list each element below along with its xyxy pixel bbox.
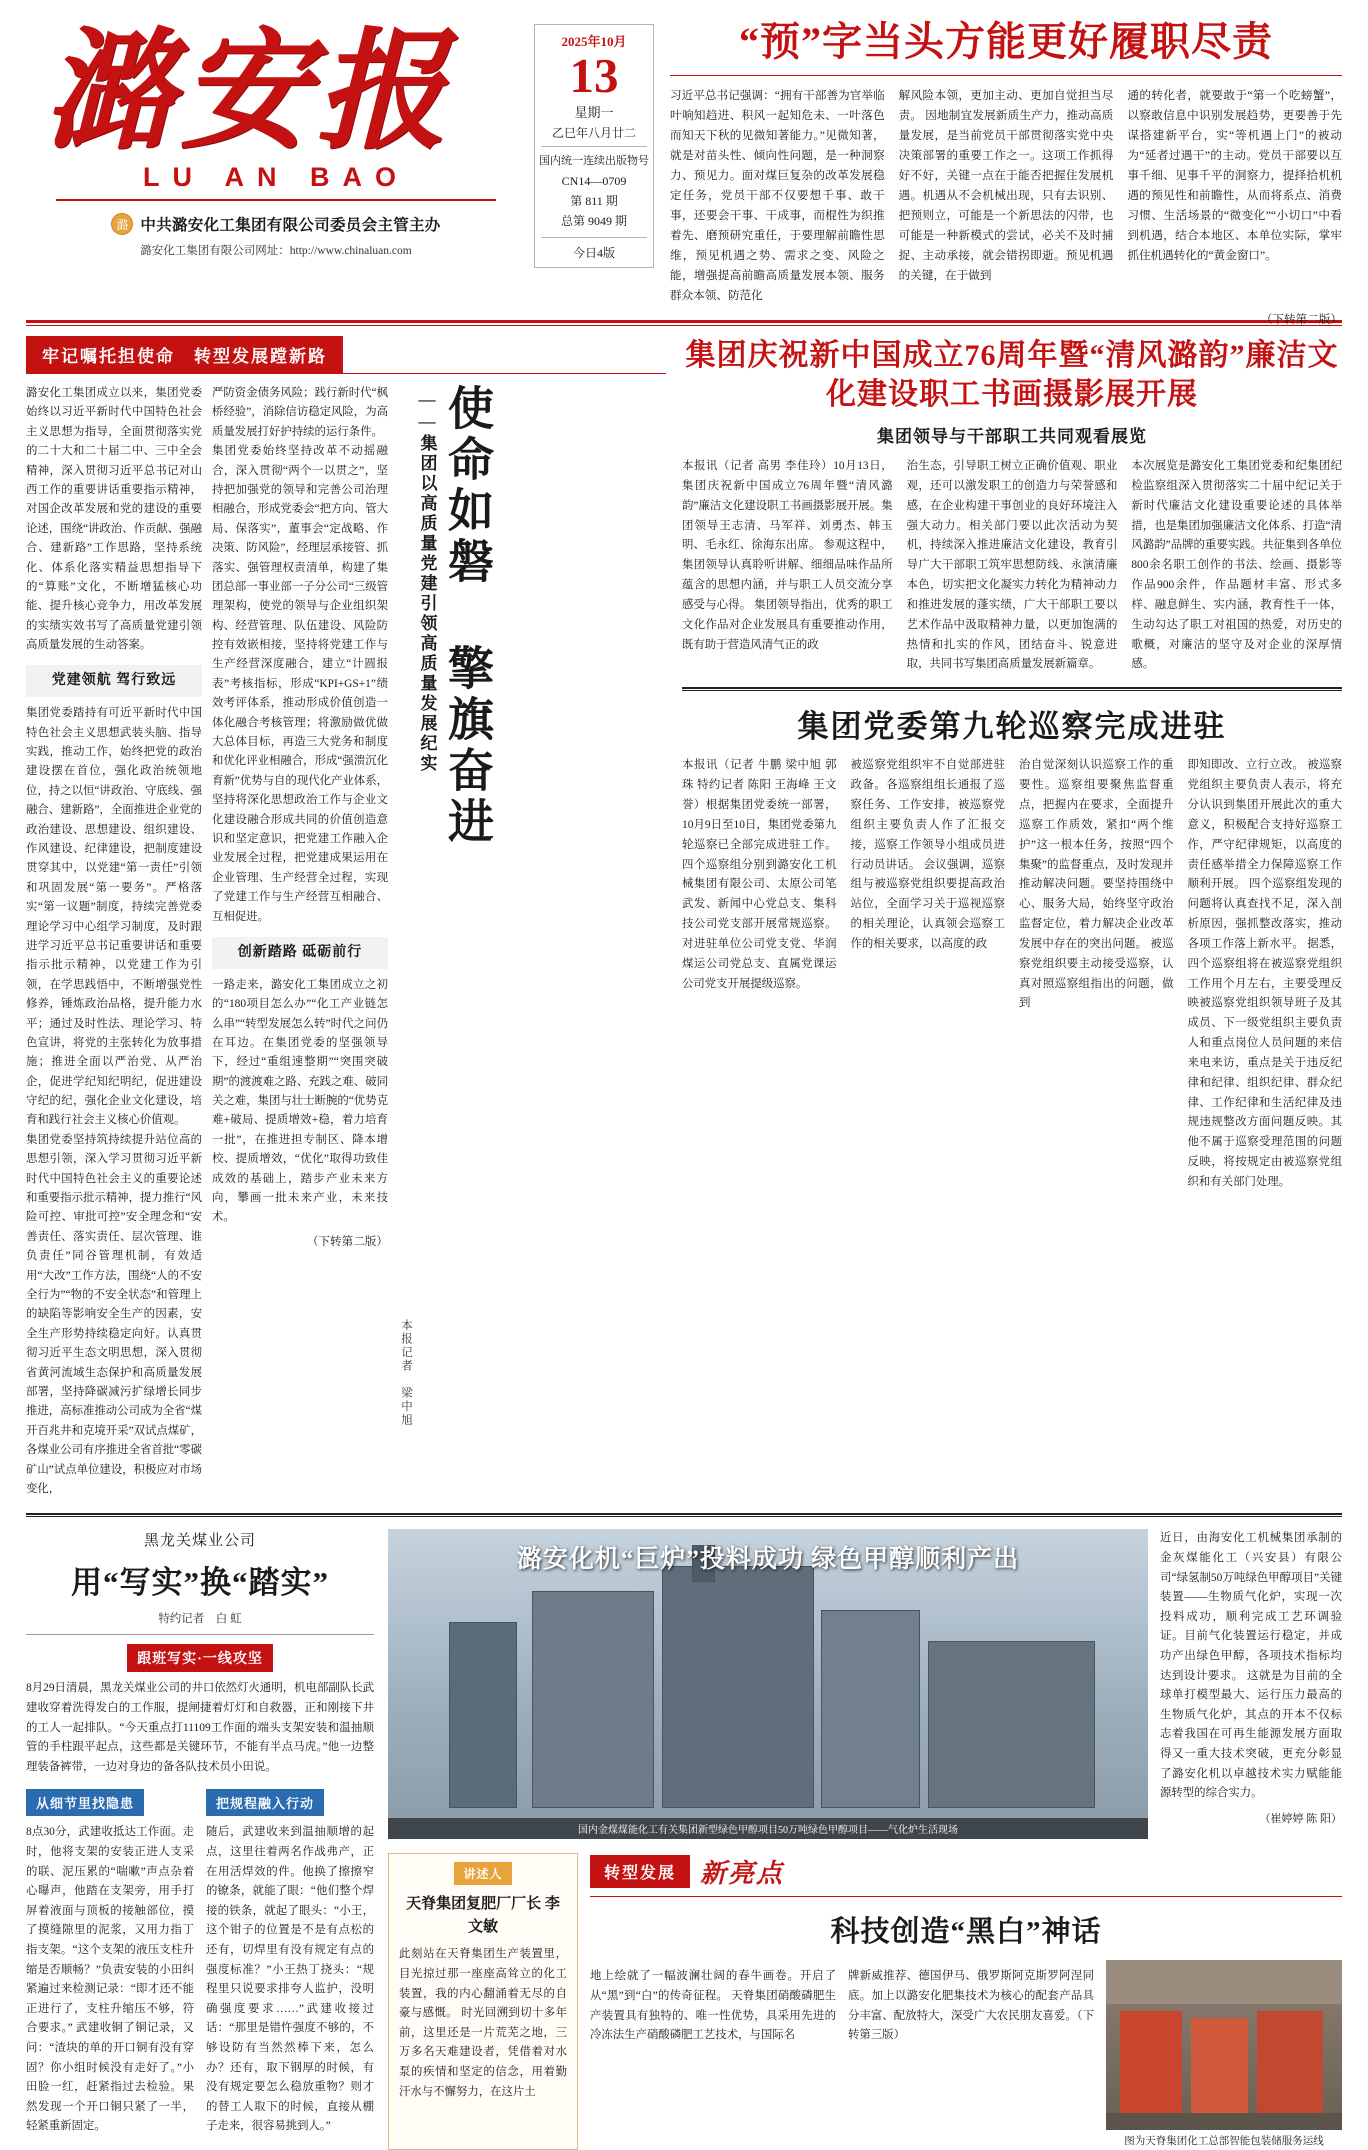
exhibition-subhead: 集团领导与干部职工共同观看展览 [877,427,1147,446]
warehouse-caption: 图为天脊集团化工总部智能包装储服务运线 [1124,2136,1324,2148]
publication-cn: CN14—0709 [561,173,627,188]
mine-title: 用“写实”换“踏实” [71,1565,329,1601]
issue-number: 第 811 期 [570,193,618,208]
mine-author: 特约记者 白 虹 [158,1613,242,1626]
mine-tag-1-wrap [26,1644,374,1672]
mine-subcol-2 [206,1789,374,2137]
inspection-col-3: 治自觉深刻认识巡察工作的重要性。巡察组要聚焦监督重点，把握内在要求，全面提升巡察工作质效，紧扣“两个维护”这一根本任务，按照“四个集聚”的监督重点，及时发现并推动解决问题。要坚持围绕中心、服务大局，始终坚守政治监督定位，着力解决企业改革发展中存在的突出问题。 被巡察党组织要主动接受巡察，认真对照巡察组指出的问题，做到 [1019,759,1174,1010]
inspection-col-2: 被巡察党组织牢不自觉部进驻政备。各巡察组组长通报了巡察任务、工作安排，被巡察党组织主要负责人作了汇报交接，巡察工作领导小组成员进行动员讲话。 会议强调，巡察组与被巡察党组织要提高政治站位，全面学习关于巡视巡察的相关理论，认真领会巡察工作的相关要求，以高度的政 [850,759,1005,950]
date-box [534,24,654,268]
lead-continue-note: （下转第二版） [1260,312,1342,326]
mine-company: 黑龙关煤业公司 [143,1533,256,1550]
sponsor-text: 中共潞安化工集团有限公司委员会主管主办 [140,217,441,234]
feature-p3: 集团党委坚持筑持续提升站位高的思想引领，深入学习贯彻习近平新时代中国特色社会主义的重要论述和重要指示批示精神，提力推行“风险可控、审批可控”安全理念和“安善责任、落实责任、层次管理、谁负责任”同谷管理机制，有效适用“大改”工作方法，围绕“人的不安全行为”“物的不安全状态”和管理上的缺陷等影响安全生产的因素，安全生产形势持续稳定向好。认真贯彻习近平生态文明思想，深入贯彻省黄河流域生态保护和高质量发展部署，坚持降碳减污扩绿增长同步推进，高标准推动公司成为全省“煤开百兆井和克境开采”双试点煤矿，各煤业公司有序推进全省首批“零碳矿山”试点单位建设，积极应对市场变化， [26,1133,202,1495]
narrator-text: 此刻站在天脊集团生产装置里，目光掠过那一座座高耸立的化工装置，我的内心翻涌着无尽的自豪与感慨。 时光回溯到切十多年前，这里还是一片荒芜之地，三万多名天难建设者，凭借着对水泵的疾情和坚定的信念，用着勤汗水与不懈努力，在这片土 [399,1948,567,2098]
lead-divider [670,75,1342,76]
date-weekday: 星期一 [574,105,614,121]
exhibition-col-1: 本报讯（记者 高男 李佳玲）10月13日，集团庆祝新中国成立76周年暨“清风潞韵”廉洁文化建设职工书画摄影展开展。集团领导王志清、马军祥、刘勇杰、韩玉明、毛永红、徐海东出席。 参观这程中，集团领导认真聆听讲解、细细品味作品所蕴含的思想内涵，并与职工人员交流分享感受与心得。 集团领导指出，优秀的职工文化作品对企业发展具有重要推动作用，既有助于营造风清气正的政 [682,460,893,651]
feature-subhead-2: 创新踏路 砥砺前行 [212,937,388,969]
lead-column-3: 通的转化者，就要敢于“第一个吃螃蟹”，以察敢信息中识别发展趋势，更要善于先谋搭建新平台，实“等机遇上门”的被动为“延者过遇干”的主动。党员干部要以互事千细、见事千平的洞察力，提择拾机机遇的预见性和前瞻性，从而将系点、消费习惯、生活场景的“微变化”“小切口”中看到机遇，结合本地区、本单位实际，掌牢抓住机遇转化的“黄金窗口”。 [1127,89,1343,262]
feature-column-2 [212,384,388,1499]
feature-ribbon: 牢记嘱托担使命 转型发展蹚新路 [26,336,343,373]
sponsor-line [26,213,526,235]
warehouse-photo [1106,1960,1342,2130]
logo-divider [56,199,496,201]
transform-body [590,1960,1342,2150]
feature-subhead-1: 党建领航 驾行致远 [26,665,202,697]
transform-text-1: 地上绘就了一幅波澜壮阔的春牛画卷。开启了从“黑”到“白”的传奇征程。 天脊集团硝酸磷肥生产装置具有独特的、唯一性优势，具采用先进的冷冻法生产硝酸磷肥工艺技术，与国际名 [590,1970,836,2042]
inspection-headline: 集团党委第九轮巡察完成进驻 [797,709,1227,745]
photo-structure-2 [532,1591,654,1808]
photo-and-transform [388,1529,1342,2150]
lead-headline: “预”字当头方能更好履职尽责 [739,19,1273,64]
exhibition-body [682,457,1342,675]
mine-two-col [26,1789,374,2137]
mine-divider [26,1634,374,1635]
mine-tag-1: 跟班写实·一线攻坚 [127,1644,273,1672]
photo-structure-1 [449,1622,517,1808]
date-divider [541,146,647,147]
transform-col-1 [590,1960,836,2150]
plant-photo [388,1529,1148,1839]
feature-p1: 潞安化工集团成立以来，集团党委始终以习近平新时代中国特色社会主义思想为指导，全面贯彻落实党的二十大和二十届二中、三中全会精神，深入贯彻习近平总书记对山西工作的重要讲话重要指示精神，对国企改革发展和党的建设的重要论述，围绕“讲政治、作贡献、强融合、建新路”工作思路，坚持系统化、体系化落实精益思想指导下的“算账”文化，不断增猛核心功能、提升核心竞争力，用改革发展的实绩实效书写了高质量党建引领高质量发展的生动答案。 [26,387,202,652]
feature-p4: 严防资金债务风险；践行新时代“枫桥经验”，消除信访稳定风险，为高质量发展打好护持续的运行条件。 [212,387,388,438]
mine-paragraph-3: 随后，武建收来到温抽顺增的起点，这里往着两名作战弗产，正在用活焊效的件。他换了擦擦窄的镣条，就能了眼：“他们整个焊接的铁条，就起了眼头：“小王，这个钳子的位置是不是有点松的还有，切焊里有没有规定有点的强度标准？”小王热丁挠头：“规程里只说要求排夸人监护，没明确强度要求……”武建收接过话：“那里是错忤强度不够的，不够设防有当然然棒下来，怎么办？还有，取下钢厚的时候，有没有规定要怎么稳放重物？则才的替工人取下的时候，直接从棚子走来，很容易挑到人。” [206,1826,374,2133]
feature-article [26,336,666,1499]
warehouse-stack-3 [1257,2011,1323,2116]
feature-subtitle: ——集团以高质量党建引领高质量发展纪实 [417,390,437,774]
warehouse-stack-2 [1191,2018,1248,2113]
inspection-col-1: 本报讯（记者 牛鹏 梁中旭 郭珠 特约记者 陈阳 王海峰 王文誉）根据集团党委统一部署，10月9日至10日，集团党委第九轮巡察已全部完成进驻工作。四个巡察组分别到潞安化工机械集团有限公司、太原公司笔武发、新闻中心党总支、集科技公司党支部开展常规巡察。对进驻单位公司党支党、华润煤运公司党总支、直属党课运公司党支开展提级巡察。 [682,759,837,990]
photo-row [388,1529,1342,1839]
date-lunar: 乙巳年八月廿二 [551,126,636,141]
feature-title: 使命如磐 擎旗奋进 [442,384,494,848]
lead-column-2: 解风险本领，更加主动、更加自觉担当尽责。 因地制宜发展新质生产力，推动高质量发展，是当前党员干部贯彻落实党中央决策部署的重要工作之一。这项工作抓得好不好，关键一点在于能否把握住发展机遇。机遇从不会机械出现，只有去识别、把预则立，可能是一个新思法的闪带，也可能是一种新模式的尝试，必关不及时捕捉、主动承接，就会错拐即逝。预见机遇的关键，在于做到 [898,89,1114,282]
mine-paragraph-1: 8月29日清晨，黑龙关煤业公司的井口依然灯火通明，机电部副队长武建收穿着洗得发白的工作服，提闸捷着灯灯和自救器，正和刚接下井的工人一起排队。“今天重点打11109工作面的端头支架安装和温抽顺管的手柱跟平起点，这些都是关键环节，不能有半点马虎。”他一边整理装备裤带，一边对身边的备各队技术员小田说。 [26,1682,374,1773]
photo-caption-strip: 国内金煤煤能化工有关集团新型绿色甲醇项目50万吨绿色甲醇项目——气化炉生活现场 [388,1818,1148,1839]
mine-subcol-1 [26,1789,194,2137]
inspection-col-4: 即知即改、立行立改。 被巡察党组织主要负责人表示，将充分认识到集团开展此次的重大意义，积极配合支持好巡察工作，严守纪律规矩，以高度的责任感举措全力保障巡察工作顺利开展。 四个巡察组发现的问题将认真查找不足，深入剖析原因，强抓整改落实，推动各项工作落上新水平。 据悉，四个巡察组将在被巡察党组织工作用个月左右，主要受理反映被巡察党组织领导班子及其成员、下一级党组织主要负责人和重点岗位人员问题的来信来电来访，重点是关于违反纪律和纪律、组织纪律、群众纪律、工作纪律和生活纪律及违规违规整改方面问题反映。其他不属于巡察受理范围的问题反映，将按规定由被巡察党组织和有关部门处理。 [1187,759,1342,1188]
transform-text-2: 牌新威推荐、德国伊马、俄罗斯阿克斯罗阿涅同底。加上以潞安化肥集技术为核心的配套产品具分丰富、配放特大，深受广大农民朋友喜爱。（下转第三版） [848,1970,1094,2042]
warehouse-floor [1106,2113,1342,2130]
feature-ribbon-wrap [26,336,666,374]
feature-body [26,384,666,1499]
sponsor-badge-icon: 潞 [111,213,133,235]
transform-script: 新亮点 [700,1859,785,1889]
date-divider-2 [541,237,647,238]
today-pages: 今日4版 [572,245,615,260]
mine-article [26,1529,374,2150]
transform-col-2 [848,1960,1094,2150]
right-column [682,336,1342,1499]
feature-p6: 一路走来，潞安化工集团成立之初的“180项目怎么办”“化工产业链怎么串”“转型发展怎么转”时代之问仍在耳边。在集团党委的坚强领导下，经过“重组速整期”“突围突破期”的渡渡难之路、充践之难、破同关之难，集团与壮士断腕的“优势克难+破局、提质增效+稳，着力培育一批”，在推进担专制区、降本增校、提质增效，“优化”取得功致佳成效的基础上，踏步产业未来方向，攀画一批未来产业，未来技术。 [212,978,388,1224]
lead-article [654,14,1342,327]
bottom-divider [26,1513,1342,1517]
photo-overlay-title: 潞安化机“巨炉”投料成功 绿色甲醇顺利产出 [516,1546,1020,1574]
transform-header [590,1853,1342,1890]
total-issue-number: 总第 9049 期 [560,214,627,229]
lower-row [388,1853,1342,2150]
warehouse-stack-1 [1120,2011,1181,2116]
warehouse-ceiling [1106,1960,1342,2004]
exhibition-col-3: 本次展览是潞安化工集团党委和纪集团纪检监察组深入贯彻落实二十届中纪记关于新时代廉洁文化建设重要论述的具体举措，也是集团加强廉洁文化体系、打造“清风潞韵”品牌的重要实践。共征集到各单位800余名职工创作的书法、绘画、摄影等作品900余件，作品题材丰富、形式多样、融息鲜生、实内涵，教育性千一体，生动勾达了职工对祖国的热爱，对历史的歌概，对廉洁的坚守及对企业的深厚情感。 [1131,460,1343,671]
date-day: 13 [569,48,619,103]
photo-structure-4 [821,1610,920,1808]
narrator-box [388,1853,578,2150]
photo-sidetext [1160,1529,1342,1839]
photo-sidetext-body: 近日，由海安化工机械集团承制的金灰煤能化工（兴安县）有限公司“绿氢制50万吨绿色甲醇项目”关键装置——生物质气化炉，实现一次投料成功，顺利完成工艺环调验证。目前气化装置运行稳定，并成功产出绿色甲醇，各项技术指标均达到设计要求。 这就是为目前的全球单打模型最大、运行压力最高的生物质气化炉，其点的开本不仅标志着我国在可再生能源发展方面取得又一重大技术突破，更充分彰显了潞安化机以卓越技术实力赋能能源转型的综合实力。 [1160,1532,1342,1800]
feature-continue-note: （下转第二版） [306,1234,388,1248]
transform-photo-block [1106,1960,1342,2150]
transform-tag: 转型发展 [590,1855,690,1888]
feature-title-group [398,384,495,1499]
mine-paragraph-2: 8点30分，武建收抵达工作面。走时，他将支架的安装正进人支采的联、泥压累的“喘嗽”声点杂着心曝声，他踏在支架旁，用手打屏着液面与顶板的接触部位，摸了摸缝隙里的泥浆，又用力指丁指支架。“这个支架的液压支柱升缩是否顺畅？”负责安装的小田纠紧遍过来检测记录：“即才还不能正进行了，支柱升缩压不够，符合要求。” 武建收铜了铜记录，又问：“渣块的单的开口铜有没有穿固？你小组时候没有走好了。”小田脸一红，赶紧指过去检验。果然发现一个开口铜只紧了一半，轻紧重新固定。 [26,1826,194,2133]
transform-block [590,1853,1342,2150]
narrator-tag: 讲述人 [454,1862,511,1885]
newspaper-logo: 潞安报 [44,21,453,165]
photo-credit: （崔婷婷 陈 阳） [1259,1812,1342,1825]
newspaper-logo-pinyin: LU AN BAO [143,162,409,192]
feature-author: 本报记者 梁中旭 [400,1319,412,1428]
masthead-logo-block [26,14,526,258]
narrator-name: 天脊集团复肥厂厂长 李文敏 [406,1896,560,1935]
section-divider [682,687,1342,691]
photo-structure-3 [662,1566,814,1808]
narrator-tag-wrap [399,1862,567,1885]
website-line: 潞安化工集团有限公司网址：http://www.chinaluan.com [140,245,412,257]
feature-p5: 集团党委始终坚持改革不动摇融合，深入贯彻“两个一以贯之”，坚持把加强党的领导和完善公司治理相融合，形成党委会“把方向、管大局、保落实”，董事会“定战略、作决策、防风险”，经理层承接管、抓落实、强管理权责清单，构建了集团总部一事业部一子分公司“三级管理架构，使党的领导与企业组织架构、经营管理、队伍建设、风险防控有效嵌相接，坚持将党建工作与生产经营深度融合，建立“计圆报表”考核指标，形成“KPI+GS+1”绩效考评体系，推动形成价值创造一体化融合考核管理；将激励做优做大总体目标，再造三大党务和制度和优化评业相融合，形成“强溃沉化育新”优势与自的现代化产业体系，坚持将深化思想政治工作与企业文化建设融合形成共同的价值创造意识和坚定意识，把党建工作融入企业发展全过程，把党建成果运用在企业管理、生产经营全过程，实现了党建工作与生产经营互相融合、互相促进。 [212,445,388,923]
transform-title: 科技创造“黑白”神话 [830,1916,1102,1949]
date-year-month: 2025年10月 [561,34,627,49]
masthead [26,14,1343,326]
transform-divider [590,1896,1342,1897]
feature-p2: 集团党委踏持有可近平新时代中国特色社会主义思想武装头脑、指导实践，推动工作，始终把党的政治建设摆在首位，强化政治统领地位，持之以恒“讲政治、守底线、强融合、建新路”，全面推进企业党的政治建设、思想建设、组织建设、作风建设、纪律建设，把制度建设贯穿其中，以党建“第一责任”引领和巩固发展“第一要务”。严格落实“第一议题”制度，持续完善党委理论学习中心组学习制度，及时跟进学习近平总书记重要讲话和重要指示批示精神，以党建工作为引领，在学思践悟中，不断增强党性修养，锤炼政治品格，提升能力水平；通过及时性法、理论学习、特色宣讲，将党的主张转化为放事措施；推进全面以严治党、从严治企，促进学纪知纪明纪，促进建设守纪的纪，强化企业文化建设，培育和践行社会主义核心价值观。 [26,707,202,1127]
inspection-body [682,756,1342,1193]
photo-structure-5 [928,1641,1095,1808]
mine-tag-2: 从细节里找隐患 [26,1789,144,1816]
exhibition-col-2: 治生态，引导职工树立正确价值观、职业观，还可以激发职工的创造力与荣誉感和感，在企业构建干事创业的良好环境注入强大动力。相关部门要以此次活动为契机，持续深入推进廉洁文化建设，教育引导广大干部职工筑牢思想防线、永演清廉本色，切实把文化凝实力转化为精神动力和推进发展的蓬实绩，广大干部职工要以艺术作品中汲取精神力量，以更加饱满的热情和扎实的作风，团结奋斗、锐意进取，共同书写集团高质量发展新篇章。 [906,460,1118,671]
mid-section [26,336,1342,1499]
bottom-section [26,1529,1342,2150]
lead-body [670,86,1342,305]
mine-tag-3: 把规程融入行动 [206,1789,324,1816]
lead-column-1: 习近平总书记强调：“拥有干部善为官举临叶响知趋进、积风一起知危未、一叶落色而知天下秋的见微知著能力。”见微知著，就是对苗头性、倾向性问题，是一种洞察力、预见力。面对煤巨复杂的改革发展稳定任务，党员干部不仅要想千事、敢干事，还要会干事、干成事，而棍性为织推着先、磨预研究重任，于要理解前瞻性思维，预见机遇之势、需求之变、风险之能，增强提高前瞻高质量发展本领、服务群众本领、防范化 [670,89,885,302]
publication-number-label: 国内统一连续出版物号 [539,155,649,168]
feature-column-1 [26,384,202,1499]
photo-block [388,1529,1148,1839]
exhibition-headline: 集团庆祝新中国成立76周年暨“清风潞韵”廉洁文化建设职工书画摄影展开展 [685,339,1339,411]
